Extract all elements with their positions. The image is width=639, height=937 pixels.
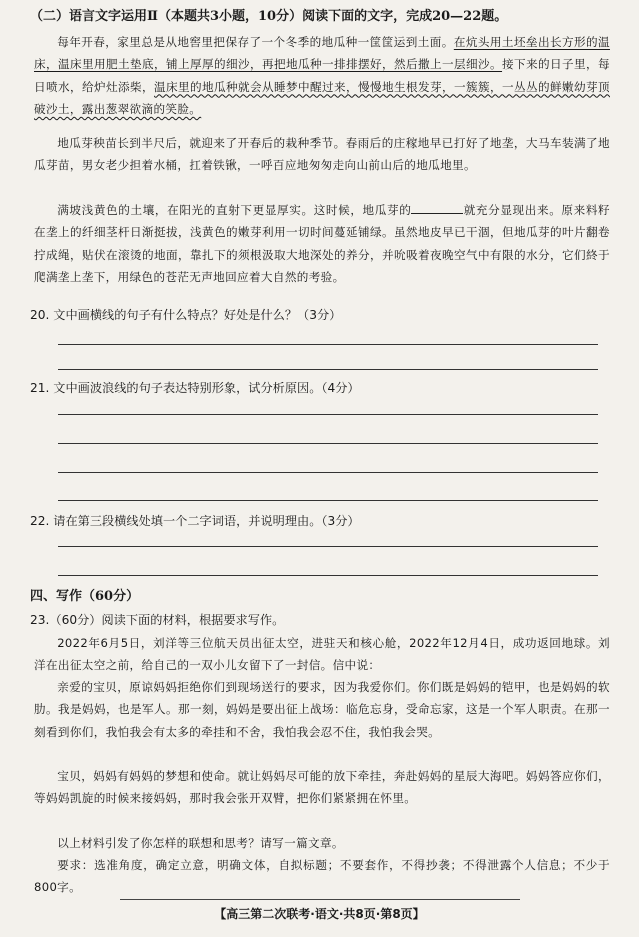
answer-line[interactable] [58, 472, 598, 473]
question-22: 22. 请在第三段横线处填一个二字词语，并说明理由。（3分） [30, 514, 360, 528]
passage-paragraph-3 [34, 199, 610, 288]
page-footer: 【高三第二次联考·语文·共8页·第8页】 [214, 907, 425, 921]
answer-line[interactable] [58, 443, 598, 444]
material-paragraph-2: 亲爱的宝贝，原谅妈妈拒绝你们到现场送行的要求，因为我爱你们。你们既是妈妈的铠甲，也是妈妈的软肋。我是妈妈，也是军人。那一刻，妈妈是要出征上战场：临危忘身，受命忘家，这是一个军人职责。在那一刻看到你们，我怕我会有太多的牵挂和不舍，我怕我会忍不住，我怕我会哭。 [34, 680, 610, 739]
fill-blank[interactable] [411, 201, 463, 214]
answer-line[interactable] [58, 344, 598, 345]
answer-line[interactable] [58, 546, 598, 547]
answer-line[interactable] [58, 369, 598, 370]
footer-divider [120, 899, 520, 900]
answer-line[interactable] [58, 500, 598, 501]
passage-p1-text-b: 接下来的日子里，每日喷水，给炉灶添柴， [34, 57, 610, 94]
passage-p3-text-a: 满坡浅黄色的土壤，在阳光的直射下更显厚实。这时候，地瓜芽的 [57, 203, 412, 217]
wavy-underlined-sentence: 温床里的地瓜种就会从睡梦中醒过来，慢慢地生根发芽，一簇簇，一丛丛的鲜嫩幼芽顶破沙土，露出葱翠欲滴的笑脸。 [34, 79, 610, 116]
answer-line[interactable] [58, 575, 598, 576]
passage-paragraph-1 [34, 31, 610, 120]
question-20: 20. 文中画横线的句子有什么特点？好处是什么？（3分） [30, 308, 342, 322]
passage-p1-text-a: 每年开春，家里总是从地窖里把保存了一个冬季的地瓜种一筐筐运到土面。 [57, 35, 454, 49]
writing-prompt: 以上材料引发了你怎样的联想和思考？请写一篇文章。 [57, 836, 344, 850]
section-4-header: 四、写作（60分） [30, 589, 140, 604]
answer-line[interactable] [58, 414, 598, 415]
material-paragraph-3: 宝贝，妈妈有妈妈的梦想和使命。就让妈妈尽可能的放下牵挂，奔赴妈妈的星辰大海吧。妈妈答应你们，等妈妈凯旋的时候来接妈妈，那时我会张开双臂，把你们紧紧拥在怀里。 [34, 769, 610, 806]
section-2-header: （二）语言文字运用Ⅱ（本题共3小题，10分）阅读下面的文字，完成20—22题。 [30, 9, 508, 24]
passage-p3-text-b: 就充分显现出来。原来料籽在垄上的纤细茎杆日渐挺拔，浅黄色的嫩芽利用一切时间蔓延铺绿。虽然地皮早已干涸，但地瓜芽的叶片翻卷拧成绳，贴伏在滚烫的地面，靠扎下的须根汲取大地深处的养分，并吮吸着夜晚空气中有限的水分，它们終于爬满垄上垄下，用绿色的苍茫无声地回应着大自然的考验。 [34, 203, 610, 284]
passage-paragraph-2: 地瓜芽秧苗长到半尺后，就迎来了开春后的栽种季节。春雨后的庄稼地早已打好了地垄，大马车装满了地瓜芽苗，男女老少担着水桶，扛着铁锹，一呼百应地匆匆走向山前山后的地瓜地里。 [34, 136, 610, 173]
material-paragraph-1: 2022年6月5日，刘洋等三位航天员出征太空，进驻天和核心舱，2022年12月4日，成功返回地球。刘洋在出征太空之前，给自己的一双小儿女留下了一封信。信中说： [34, 636, 610, 673]
writing-requirements: 要求：选准角度，确定立意，明确文体，自拟标题；不要套作，不得抄袭；不得泄露个人信息；不少于800字。 [34, 858, 610, 895]
underlined-sentence: 在炕头用土坯垒出长方形的温床，温床里用肥土垫底，铺上厚厚的细沙，再把地瓜种一排排摆好，然后撒上一层细沙。 [34, 35, 610, 72]
question-21: 21. 文中画波浪线的句子表达特别形象，试分析原因。（4分） [30, 381, 360, 395]
question-23: 23.（60分）阅读下面的材料，根据要求写作。 [30, 613, 285, 627]
